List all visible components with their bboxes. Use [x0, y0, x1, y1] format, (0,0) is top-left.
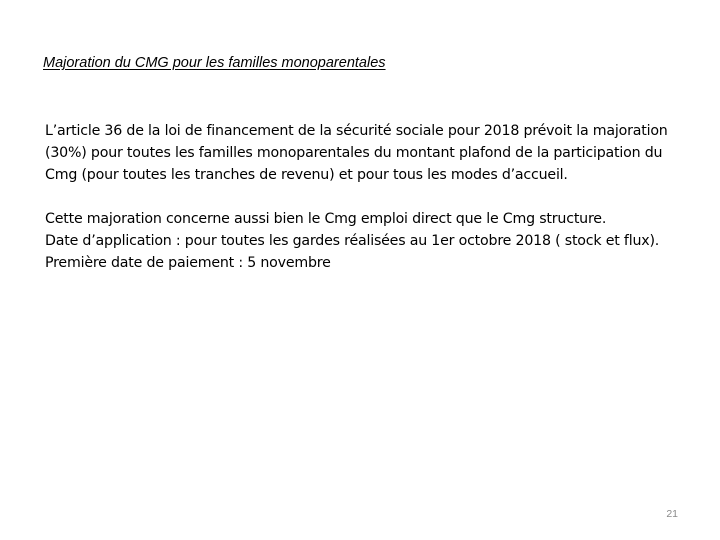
slide-title: Majoration du CMG pour les familles monoparentales [43, 55, 386, 71]
paragraph-majoration-scope: Cette majoration concerne aussi bien le Cmg emploi direct que le Cmg structure. [45, 211, 607, 227]
paragraph-first-payment: Première date de paiement : 5 novembre [45, 255, 331, 271]
paragraph-article-36: L’article 36 de la loi de financement de la sécurité sociale pour 2018 prévoit la majoration (30%) pour toutes les familles monoparentales du montant plafond de la participation du Cmg (pour toutes les tranches de revenu) et pour tous les modes d’accueil. [45, 123, 668, 183]
page-number: 21 [666, 508, 678, 520]
slide-body [45, 120, 670, 274]
paragraph-date-application: Date d’application : pour toutes les gardes réalisées au 1er octobre 2018 ( stock et flux). [45, 233, 660, 249]
